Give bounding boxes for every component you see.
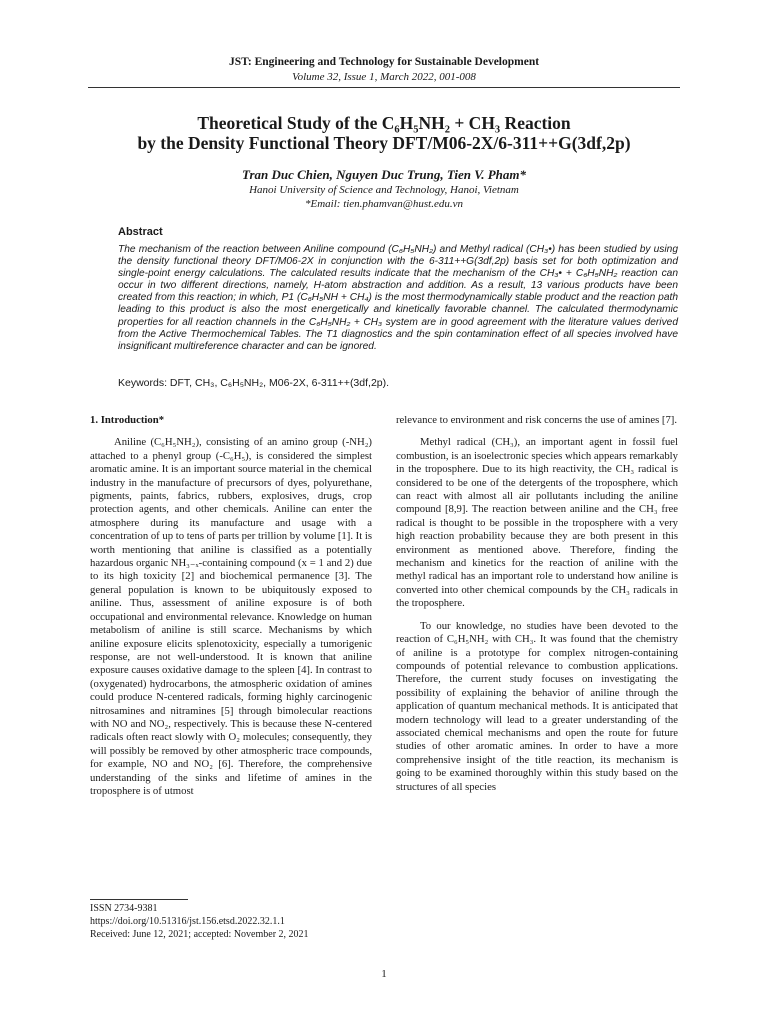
abstract-body: The mechanism of the reaction between Aniline compound (C₆H₅NH₂) and Methyl radical (CH₃•) has been studied by using the density functional theory DFT/M06-2X in conjunction with the 6-311++G(3df,2p) basis set for both optimization and single-point energy calculations. The calculated results indicate that the mechanism of the CH₃• + C₆H₅NH₂ reaction can occur in two different directions, namely, H-atom abstraction and addition. As a result, 13 various products have been created from this reaction; in which, P1 (C₆H₅NH + CH₄) is the most thermodynamically stable product and the reaction path leading to this product is also the most energetically and kinetically favorable channel. The calculated thermodynamic properties for all reaction channels in the C₆H₅NH₂ + CH₃ system are in good agreement with the literature values derived from the Active Thermochemical Tables. The T1 diagnostics and the spin contamination effect of all species involved have insignificant multireference character and can be ignored. bbox=[118, 244, 678, 352]
footnote-issn: ISSN 2734-9381 bbox=[90, 903, 158, 914]
footnote-doi: https://doi.org/10.51316/jst.156.etsd.2022.32.1.1 bbox=[90, 916, 285, 927]
intro-paragraph-2: Methyl radical (CH₃), an important agent in fossil fuel combustion, is an isoelectronic species which appears remarkably in the troposphere. Due to its high reactivity, the CH₃ radical is considered to be one of the detergents of the troposphere, which can react with almost all air pollutants including the aniline compound [8,9]. The reaction between aniline and the CH₃ free radical is thought to be possible in the troposphere with a very high reaction probability because they are both present in this environment as mentioned above. Therefore, finding the mechanism and kinetics for the reaction of aniline with the methyl radical has an important role to understand how aniline is converted into other chemical compounds by the CH₃ radicals in the troposphere. bbox=[396, 436, 678, 610]
intro-paragraph-1: Aniline (C₆H₅NH₂), consisting of an amino group (-NH₂) attached to a phenyl group (-C₆H₅), is considered the simplest aromatic amine. It is an important source material in the chemical industry in the manufacture of precursors of dyes, polyurethane, pigments, paints, fabrics, rubbers, explosives, drugs, crop protection agents, and other chemicals. Aniline can enter the atmosphere during its manufacture and usage with a concentration of up to tens of parts per trillion by volume [1]. It is worth mentioning that aniline is classified as a potentially hazardous organic NH₃₋ₓ-containing compound (x = 1 and 2) due to its high toxicity [2] and biochemical permanence [3]. The general population is known to be ubiquitously exposed to aniline. Thus, assessment of aniline exposure is of both occupational and environmental relevance. Knowledge on human metabolism of aniline is still scarce. Mechanisms by which aniline exposure elicits splenotoxicity, especially a tumorigenic response, are not well-understood. It is known that aniline exposure causes oxidative damage to the spleen [4]. In contrast to (oxygenated) hydrocarbons, the atmospheric oxidation of amines could produce N-centered radicals, forming highly carcinogenic nitrosamines and nitramines [5] through bimolecular reactions with NO and NO₂, respectively. This is because these N-centered radicals often react slowly with O₂ molecules; consequently, they will possibly be removed by other atmospheric trace compounds, for example, NO and NO₂ [6]. Therefore, the comprehensive understanding of the sinks and lifetime of amines in the troposphere is of utmost bbox=[90, 436, 372, 797]
page-number: 1 bbox=[381, 968, 387, 980]
intro-paragraph-3: To our knowledge, no studies have been devoted to the reaction of C₆H₅NH₂ with CH₃. It was found that the chemistry of aniline is a prototype for complex nitrogen-containing compounds of potential relevance to combustion applications. Therefore, the current study focuses on investigating the possibility of explaining the behavior of aniline through the application of quantum mechanical methods. It is anticipated that modern technology will lead to a greater understanding of the associated chemical mechanisms and open the route for future studies of other aromatic amines. In order to have a more comprehensive insight of the title reaction, its mechanism is going to be examined thoroughly within this study based on the structures of all species bbox=[396, 619, 678, 793]
intro-paragraph-continued: relevance to environment and risk concerns the use of amines [7]. bbox=[396, 414, 678, 426]
right-column bbox=[396, 414, 678, 794]
abstract-heading: Abstract bbox=[118, 226, 163, 238]
left-column bbox=[90, 414, 372, 798]
footnote-rule bbox=[90, 899, 188, 900]
keywords: Keywords: DFT, CH₃, C₆H₅NH₂, M06-2X, 6-311++(3df,2p). bbox=[118, 377, 390, 389]
paper-title-line1: Theoretical Study of the C₆H₅NH₂ + CH₃ Reaction bbox=[197, 113, 571, 133]
author-list: Tran Duc Chien, Nguyen Duc Trung, Tien V. Pham* bbox=[241, 167, 526, 182]
affiliation: Hanoi University of Science and Technology, Hanoi, Vietnam bbox=[249, 184, 519, 196]
section-heading-introduction: 1. Introduction* bbox=[90, 414, 165, 426]
paper-title-line2: by the Density Functional Theory DFT/M06-2X/6-311++G(3df,2p) bbox=[137, 133, 631, 153]
footnote-received: Received: June 12, 2021; accepted: November 2, 2021 bbox=[90, 929, 309, 940]
journal-name: JST: Engineering and Technology for Sustainable Development bbox=[228, 56, 540, 68]
journal-volume: Volume 32, Issue 1, March 2022, 001-008 bbox=[292, 71, 476, 83]
header-rule bbox=[88, 87, 680, 88]
corresponding-email: *Email: tien.phamvan@hust.edu.vn bbox=[305, 198, 463, 210]
